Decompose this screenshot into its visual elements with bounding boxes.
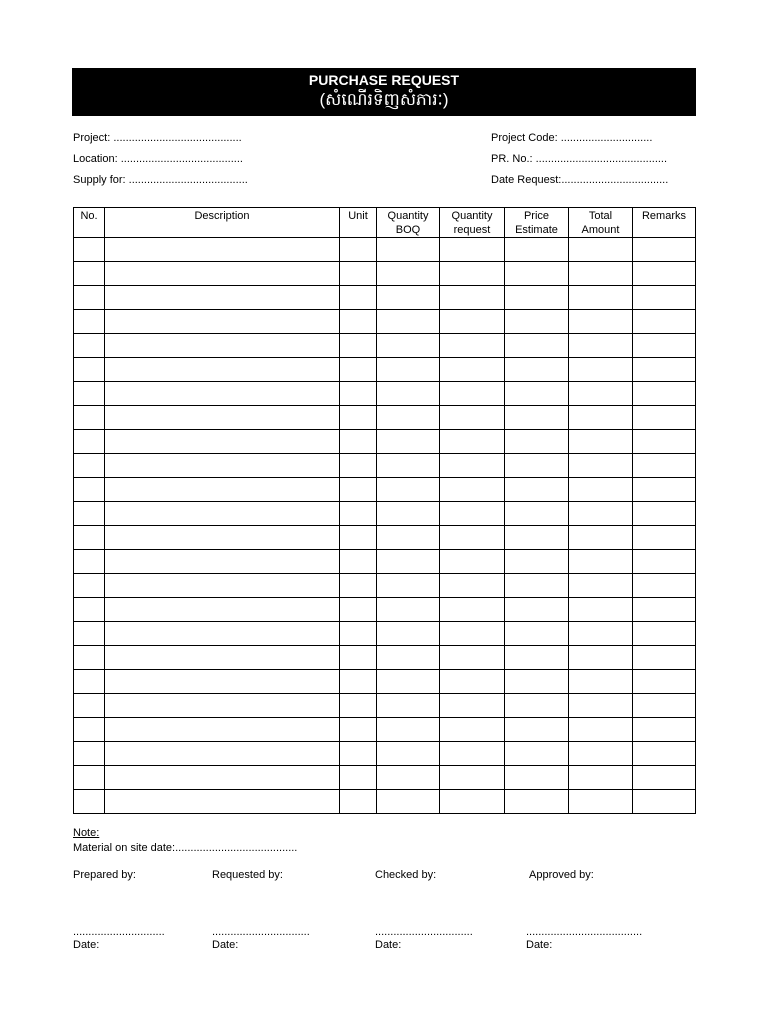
cell-unit[interactable] xyxy=(340,286,377,310)
table-row xyxy=(74,478,696,502)
table-row xyxy=(74,334,696,358)
table-body xyxy=(74,238,696,814)
cell-no[interactable] xyxy=(74,742,105,766)
cell-total-amount[interactable] xyxy=(569,334,633,358)
cell-description[interactable] xyxy=(105,790,340,814)
cell-price-estimate[interactable] xyxy=(505,718,569,742)
cell-remarks[interactable] xyxy=(633,334,696,358)
cell-unit[interactable] xyxy=(340,502,377,526)
prepared-by-label: Prepared by: xyxy=(73,869,136,881)
cell-quantity-boq[interactable] xyxy=(377,262,440,286)
col-header-quantity-boq: Quantity BOQ xyxy=(377,208,440,238)
supply-for-field[interactable]: Supply for: ....................................... xyxy=(73,174,248,186)
cell-description[interactable] xyxy=(105,238,340,262)
cell-description[interactable] xyxy=(105,670,340,694)
cell-no[interactable] xyxy=(74,406,105,430)
cell-price-estimate[interactable] xyxy=(505,574,569,598)
table-row xyxy=(74,430,696,454)
cell-quantity-request[interactable] xyxy=(440,454,505,478)
cell-price-estimate[interactable] xyxy=(505,382,569,406)
cell-no[interactable] xyxy=(74,670,105,694)
cell-no[interactable] xyxy=(74,718,105,742)
cell-quantity-boq[interactable] xyxy=(377,622,440,646)
cell-price-estimate[interactable] xyxy=(505,502,569,526)
col-header-price-estimate: Price Estimate xyxy=(505,208,569,238)
cell-description[interactable] xyxy=(105,766,340,790)
cell-unit[interactable] xyxy=(340,382,377,406)
table-row xyxy=(74,550,696,574)
cell-quantity-boq[interactable] xyxy=(377,742,440,766)
cell-unit[interactable] xyxy=(340,310,377,334)
cell-price-estimate[interactable] xyxy=(505,358,569,382)
location-field[interactable]: Location: ........................................ xyxy=(73,153,243,165)
table-header-row xyxy=(74,208,696,238)
cell-no[interactable] xyxy=(74,430,105,454)
table-row xyxy=(74,382,696,406)
cell-description[interactable] xyxy=(105,598,340,622)
approved-by-label: Approved by: xyxy=(529,869,594,881)
cell-quantity-boq[interactable] xyxy=(377,574,440,598)
cell-no[interactable] xyxy=(74,526,105,550)
cell-unit[interactable] xyxy=(340,598,377,622)
cell-total-amount[interactable] xyxy=(569,742,633,766)
cell-description[interactable] xyxy=(105,406,340,430)
cell-total-amount[interactable] xyxy=(569,286,633,310)
cell-description[interactable] xyxy=(105,334,340,358)
cell-quantity-request[interactable] xyxy=(440,742,505,766)
cell-no[interactable] xyxy=(74,694,105,718)
cell-price-estimate[interactable] xyxy=(505,550,569,574)
cell-quantity-request[interactable] xyxy=(440,286,505,310)
cell-price-estimate[interactable] xyxy=(505,238,569,262)
table-row xyxy=(74,574,696,598)
cell-total-amount[interactable] xyxy=(569,694,633,718)
cell-remarks[interactable] xyxy=(633,646,696,670)
cell-total-amount[interactable] xyxy=(569,430,633,454)
cell-price-estimate[interactable] xyxy=(505,622,569,646)
cell-quantity-boq[interactable] xyxy=(377,454,440,478)
cell-unit[interactable] xyxy=(340,526,377,550)
cell-quantity-request[interactable] xyxy=(440,694,505,718)
cell-quantity-boq[interactable] xyxy=(377,286,440,310)
cell-quantity-request[interactable] xyxy=(440,598,505,622)
cell-quantity-boq[interactable] xyxy=(377,670,440,694)
cell-description[interactable] xyxy=(105,622,340,646)
cell-remarks[interactable] xyxy=(633,286,696,310)
cell-unit[interactable] xyxy=(340,574,377,598)
approved-by-signature-line[interactable]: ...................................... xyxy=(526,926,643,938)
cell-no[interactable] xyxy=(74,622,105,646)
cell-total-amount[interactable] xyxy=(569,670,633,694)
document-subtitle-khmer: (សំណើរទិញសំភារៈ) xyxy=(319,90,449,109)
cell-total-amount[interactable] xyxy=(569,646,633,670)
cell-total-amount[interactable] xyxy=(569,406,633,430)
cell-quantity-request[interactable] xyxy=(440,334,505,358)
cell-quantity-boq[interactable] xyxy=(377,550,440,574)
cell-quantity-boq[interactable] xyxy=(377,526,440,550)
table-row xyxy=(74,358,696,382)
table-row xyxy=(74,790,696,814)
cell-quantity-boq[interactable] xyxy=(377,478,440,502)
table-row xyxy=(74,526,696,550)
prepared-by-signature-line[interactable]: .............................. xyxy=(73,926,165,938)
cell-quantity-boq[interactable] xyxy=(377,694,440,718)
cell-total-amount[interactable] xyxy=(569,262,633,286)
cell-quantity-boq[interactable] xyxy=(377,334,440,358)
cell-no[interactable] xyxy=(74,262,105,286)
cell-remarks[interactable] xyxy=(633,406,696,430)
cell-unit[interactable] xyxy=(340,550,377,574)
cell-unit[interactable] xyxy=(340,622,377,646)
cell-description[interactable] xyxy=(105,526,340,550)
cell-unit[interactable] xyxy=(340,334,377,358)
cell-description[interactable] xyxy=(105,454,340,478)
table-row xyxy=(74,694,696,718)
cell-price-estimate[interactable] xyxy=(505,646,569,670)
cell-unit[interactable] xyxy=(340,430,377,454)
cell-remarks[interactable] xyxy=(633,598,696,622)
cell-total-amount[interactable] xyxy=(569,766,633,790)
cell-description[interactable] xyxy=(105,742,340,766)
cell-price-estimate[interactable] xyxy=(505,334,569,358)
cell-unit[interactable] xyxy=(340,262,377,286)
cell-description[interactable] xyxy=(105,574,340,598)
cell-unit[interactable] xyxy=(340,454,377,478)
cell-total-amount[interactable] xyxy=(569,478,633,502)
table-row xyxy=(74,598,696,622)
cell-quantity-request[interactable] xyxy=(440,550,505,574)
cell-unit[interactable] xyxy=(340,766,377,790)
cell-price-estimate[interactable] xyxy=(505,478,569,502)
cell-quantity-boq[interactable] xyxy=(377,358,440,382)
cell-remarks[interactable] xyxy=(633,454,696,478)
cell-quantity-boq[interactable] xyxy=(377,430,440,454)
cell-remarks[interactable] xyxy=(633,430,696,454)
cell-price-estimate[interactable] xyxy=(505,262,569,286)
items-table xyxy=(73,207,696,814)
cell-unit[interactable] xyxy=(340,670,377,694)
cell-quantity-request[interactable] xyxy=(440,238,505,262)
table-row xyxy=(74,646,696,670)
cell-remarks[interactable] xyxy=(633,790,696,814)
cell-no[interactable] xyxy=(74,550,105,574)
cell-unit[interactable] xyxy=(340,694,377,718)
table-row xyxy=(74,502,696,526)
cell-description[interactable] xyxy=(105,286,340,310)
cell-total-amount[interactable] xyxy=(569,550,633,574)
requested-by-date-label: Date: xyxy=(212,939,239,951)
cell-quantity-request[interactable] xyxy=(440,622,505,646)
cell-quantity-request[interactable] xyxy=(440,766,505,790)
cell-remarks[interactable] xyxy=(633,694,696,718)
cell-unit[interactable] xyxy=(340,358,377,382)
cell-price-estimate[interactable] xyxy=(505,406,569,430)
cell-price-estimate[interactable] xyxy=(505,526,569,550)
cell-description[interactable] xyxy=(105,694,340,718)
cell-quantity-request[interactable] xyxy=(440,262,505,286)
col-header-remarks: Remarks xyxy=(633,208,696,238)
cell-quantity-boq[interactable] xyxy=(377,406,440,430)
table-row xyxy=(74,238,696,262)
cell-price-estimate[interactable] xyxy=(505,694,569,718)
cell-description[interactable] xyxy=(105,718,340,742)
cell-description[interactable] xyxy=(105,646,340,670)
table-row xyxy=(74,766,696,790)
cell-no[interactable] xyxy=(74,358,105,382)
cell-no[interactable] xyxy=(74,502,105,526)
cell-price-estimate[interactable] xyxy=(505,286,569,310)
table-row xyxy=(74,310,696,334)
checked-by-date-label: Date: xyxy=(375,939,402,951)
cell-unit[interactable] xyxy=(340,718,377,742)
table-row xyxy=(74,262,696,286)
cell-quantity-boq[interactable] xyxy=(377,238,440,262)
cell-remarks[interactable] xyxy=(633,550,696,574)
cell-total-amount[interactable] xyxy=(569,382,633,406)
cell-quantity-boq[interactable] xyxy=(377,790,440,814)
cell-quantity-boq[interactable] xyxy=(377,646,440,670)
requested-by-signature-line[interactable]: ................................ xyxy=(212,926,310,938)
cell-unit[interactable] xyxy=(340,646,377,670)
cell-unit[interactable] xyxy=(340,478,377,502)
cell-description[interactable] xyxy=(105,550,340,574)
requested-by-label: Requested by: xyxy=(212,869,283,881)
cell-quantity-request[interactable] xyxy=(440,406,505,430)
cell-quantity-request[interactable] xyxy=(440,478,505,502)
cell-quantity-request[interactable] xyxy=(440,382,505,406)
cell-quantity-request[interactable] xyxy=(440,430,505,454)
cell-price-estimate[interactable] xyxy=(505,670,569,694)
cell-remarks[interactable] xyxy=(633,358,696,382)
table-row xyxy=(74,286,696,310)
cell-no[interactable] xyxy=(74,310,105,334)
table-row xyxy=(74,742,696,766)
table-row xyxy=(74,718,696,742)
cell-no[interactable] xyxy=(74,790,105,814)
cell-remarks[interactable] xyxy=(633,238,696,262)
cell-remarks[interactable] xyxy=(633,502,696,526)
cell-total-amount[interactable] xyxy=(569,526,633,550)
cell-remarks[interactable] xyxy=(633,718,696,742)
cell-remarks[interactable] xyxy=(633,478,696,502)
cell-no[interactable] xyxy=(74,286,105,310)
cell-price-estimate[interactable] xyxy=(505,742,569,766)
cell-total-amount[interactable] xyxy=(569,454,633,478)
cell-no[interactable] xyxy=(74,646,105,670)
cell-no[interactable] xyxy=(74,454,105,478)
cell-total-amount[interactable] xyxy=(569,238,633,262)
cell-remarks[interactable] xyxy=(633,670,696,694)
date-request-field[interactable]: Date Request:................................... xyxy=(491,174,669,186)
cell-quantity-request[interactable] xyxy=(440,526,505,550)
cell-quantity-request[interactable] xyxy=(440,574,505,598)
cell-no[interactable] xyxy=(74,574,105,598)
cell-quantity-request[interactable] xyxy=(440,646,505,670)
pr-number-field[interactable]: PR. No.: ........................................... xyxy=(491,153,668,165)
cell-no[interactable] xyxy=(74,766,105,790)
material-on-site-date-field[interactable]: Material on site date:........................................ xyxy=(73,842,298,854)
cell-unit[interactable] xyxy=(340,406,377,430)
prepared-by-date-label: Date: xyxy=(73,939,100,951)
title-banner xyxy=(72,68,696,116)
cell-remarks[interactable] xyxy=(633,766,696,790)
project-field[interactable]: Project: .......................................... xyxy=(73,132,242,144)
cell-unit[interactable] xyxy=(340,238,377,262)
cell-total-amount[interactable] xyxy=(569,358,633,382)
cell-total-amount[interactable] xyxy=(569,310,633,334)
cell-quantity-boq[interactable] xyxy=(377,382,440,406)
note-label: Note: xyxy=(73,827,100,839)
checked-by-label: Checked by: xyxy=(375,869,437,881)
cell-remarks[interactable] xyxy=(633,310,696,334)
checked-by-signature-line[interactable]: ................................ xyxy=(375,926,473,938)
cell-quantity-boq[interactable] xyxy=(377,766,440,790)
cell-price-estimate[interactable] xyxy=(505,790,569,814)
cell-quantity-request[interactable] xyxy=(440,310,505,334)
cell-price-estimate[interactable] xyxy=(505,766,569,790)
cell-quantity-request[interactable] xyxy=(440,358,505,382)
cell-price-estimate[interactable] xyxy=(505,454,569,478)
cell-description[interactable] xyxy=(105,502,340,526)
table-row xyxy=(74,622,696,646)
cell-unit[interactable] xyxy=(340,742,377,766)
cell-quantity-request[interactable] xyxy=(440,502,505,526)
cell-no[interactable] xyxy=(74,334,105,358)
table-row xyxy=(74,454,696,478)
table-row xyxy=(74,406,696,430)
cell-no[interactable] xyxy=(74,598,105,622)
cell-quantity-boq[interactable] xyxy=(377,310,440,334)
cell-quantity-request[interactable] xyxy=(440,670,505,694)
cell-description[interactable] xyxy=(105,478,340,502)
col-header-description: Description xyxy=(105,208,340,238)
cell-quantity-request[interactable] xyxy=(440,790,505,814)
cell-price-estimate[interactable] xyxy=(505,430,569,454)
cell-no[interactable] xyxy=(74,382,105,406)
cell-remarks[interactable] xyxy=(633,742,696,766)
cell-description[interactable] xyxy=(105,262,340,286)
col-header-quantity-request: Quantity request xyxy=(440,208,505,238)
cell-unit[interactable] xyxy=(340,790,377,814)
approved-by-date-label: Date: xyxy=(526,939,553,951)
cell-no[interactable] xyxy=(74,238,105,262)
cell-remarks[interactable] xyxy=(633,382,696,406)
table-row xyxy=(74,670,696,694)
cell-remarks[interactable] xyxy=(633,574,696,598)
cell-price-estimate[interactable] xyxy=(505,598,569,622)
cell-price-estimate[interactable] xyxy=(505,310,569,334)
cell-quantity-boq[interactable] xyxy=(377,598,440,622)
cell-total-amount[interactable] xyxy=(569,574,633,598)
cell-description[interactable] xyxy=(105,430,340,454)
cell-remarks[interactable] xyxy=(633,622,696,646)
cell-description[interactable] xyxy=(105,382,340,406)
cell-total-amount[interactable] xyxy=(569,718,633,742)
cell-description[interactable] xyxy=(105,358,340,382)
cell-quantity-request[interactable] xyxy=(440,718,505,742)
cell-remarks[interactable] xyxy=(633,526,696,550)
cell-total-amount[interactable] xyxy=(569,622,633,646)
col-header-unit: Unit xyxy=(340,208,377,238)
cell-total-amount[interactable] xyxy=(569,790,633,814)
cell-total-amount[interactable] xyxy=(569,598,633,622)
cell-description[interactable] xyxy=(105,310,340,334)
col-header-total-amount: Total Amount xyxy=(569,208,633,238)
col-header-no: No. xyxy=(74,208,105,238)
cell-quantity-boq[interactable] xyxy=(377,502,440,526)
cell-quantity-boq[interactable] xyxy=(377,718,440,742)
cell-remarks[interactable] xyxy=(633,262,696,286)
cell-total-amount[interactable] xyxy=(569,502,633,526)
cell-no[interactable] xyxy=(74,478,105,502)
document-title: PURCHASE REQUEST xyxy=(308,72,460,88)
project-code-field[interactable]: Project Code: .............................. xyxy=(491,132,653,144)
